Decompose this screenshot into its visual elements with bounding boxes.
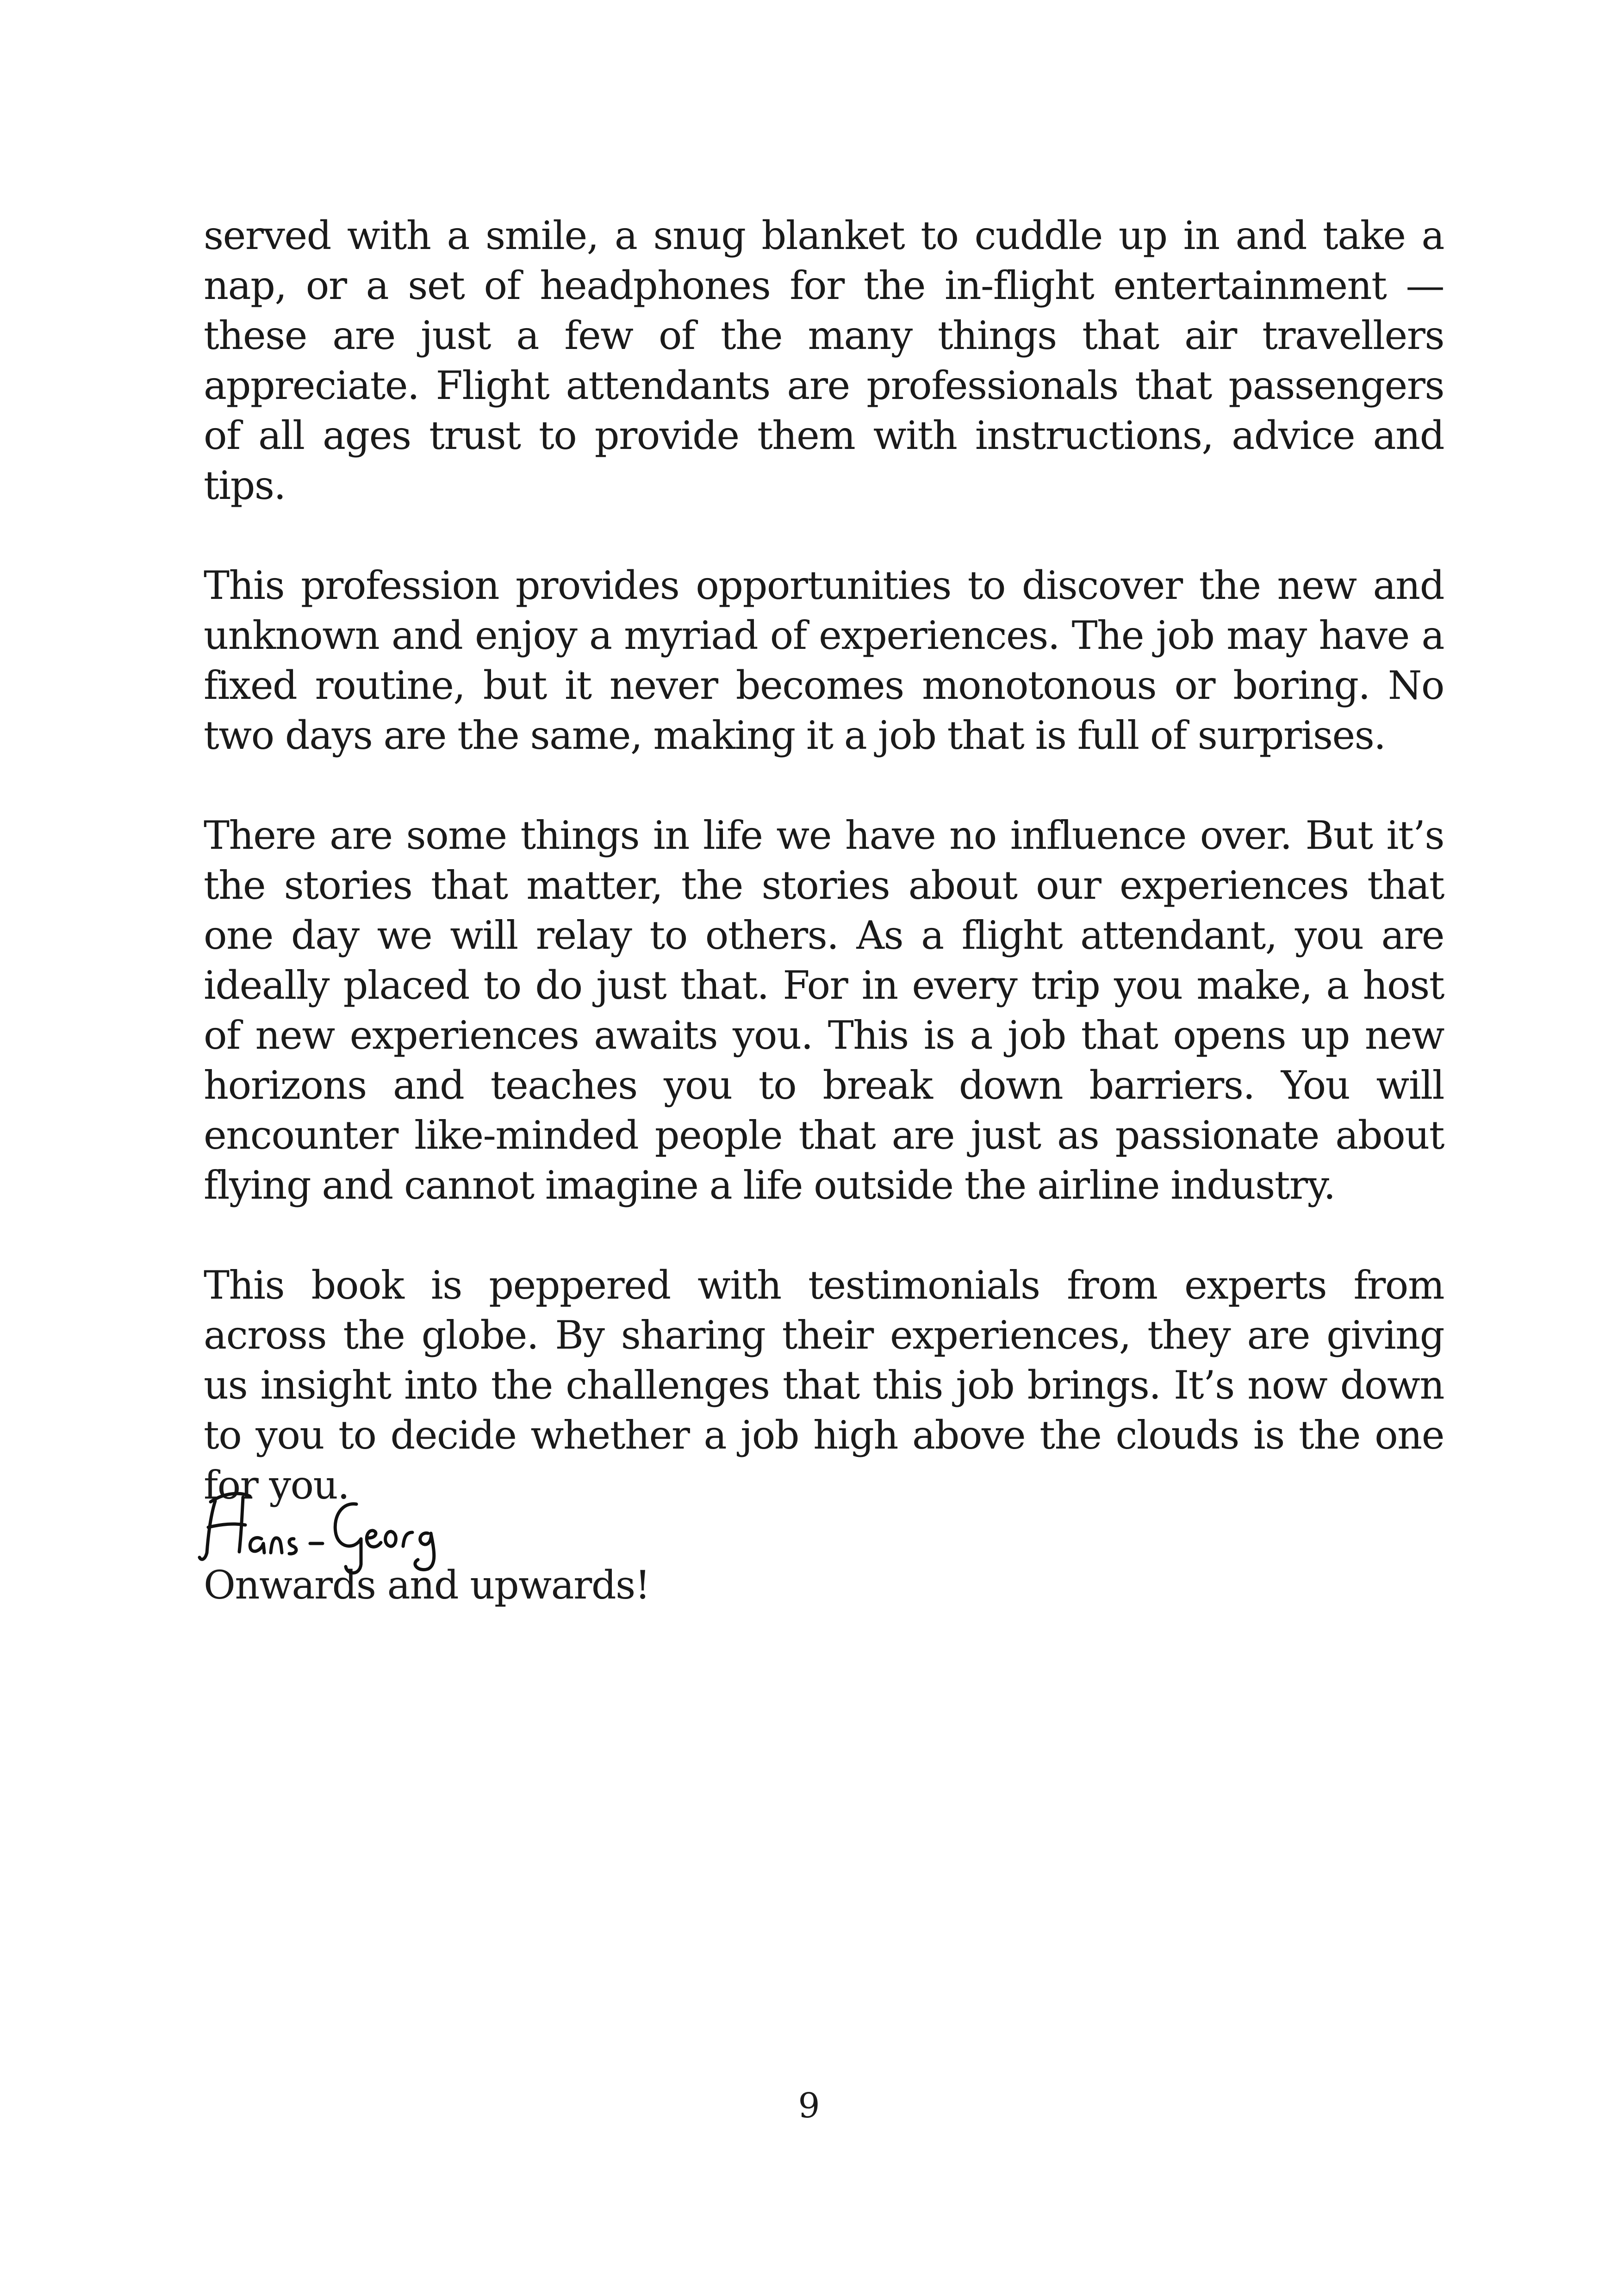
paragraph-2: This profession provides opportunities to discover the new and unknown and enjoy a myriad of experiences. The job may have a fixed routine, but it never becomes monotonous or boring. No two days are the same, making it a job that is full of surprises. xyxy=(204,563,1444,758)
paragraph-1: served with a smile, a snug blanket to cuddle up in and take a nap, or a set of headphones for the in-flight entertainment — these are just a few of the many things that air travellers appreciate. Flight attendants are professionals that passengers of all ages trust to provide them with instructions, advice and tips. xyxy=(204,213,1444,508)
body-text xyxy=(204,211,1444,1610)
paragraph-4: This book is peppered with testimonials from experts from across the globe. By sharing their experiences, they are giving us insight into the challenges that this job brings. It’s now down to you to decide whether a job high above the clouds is the one for you. xyxy=(204,1263,1444,1508)
paragraph-3: There are some things in life we have no influence over. But it’s the stories that matter, the stories about our experiences that one day we will relay to others. As a flight attendant, you are ideally placed to do just that. For in every trip you make, a host of new experiences awaits you. This is a job that opens up new horizons and teaches you to break down barriers. You will encounter like-minded people that are just as passionate about flying and cannot imagine a life outside the airline industry. xyxy=(204,813,1444,1208)
closing-line: Onwards and upwards! xyxy=(204,1562,650,1608)
handwritten-signature xyxy=(197,1483,465,1576)
page-number: 9 xyxy=(798,2086,820,2126)
